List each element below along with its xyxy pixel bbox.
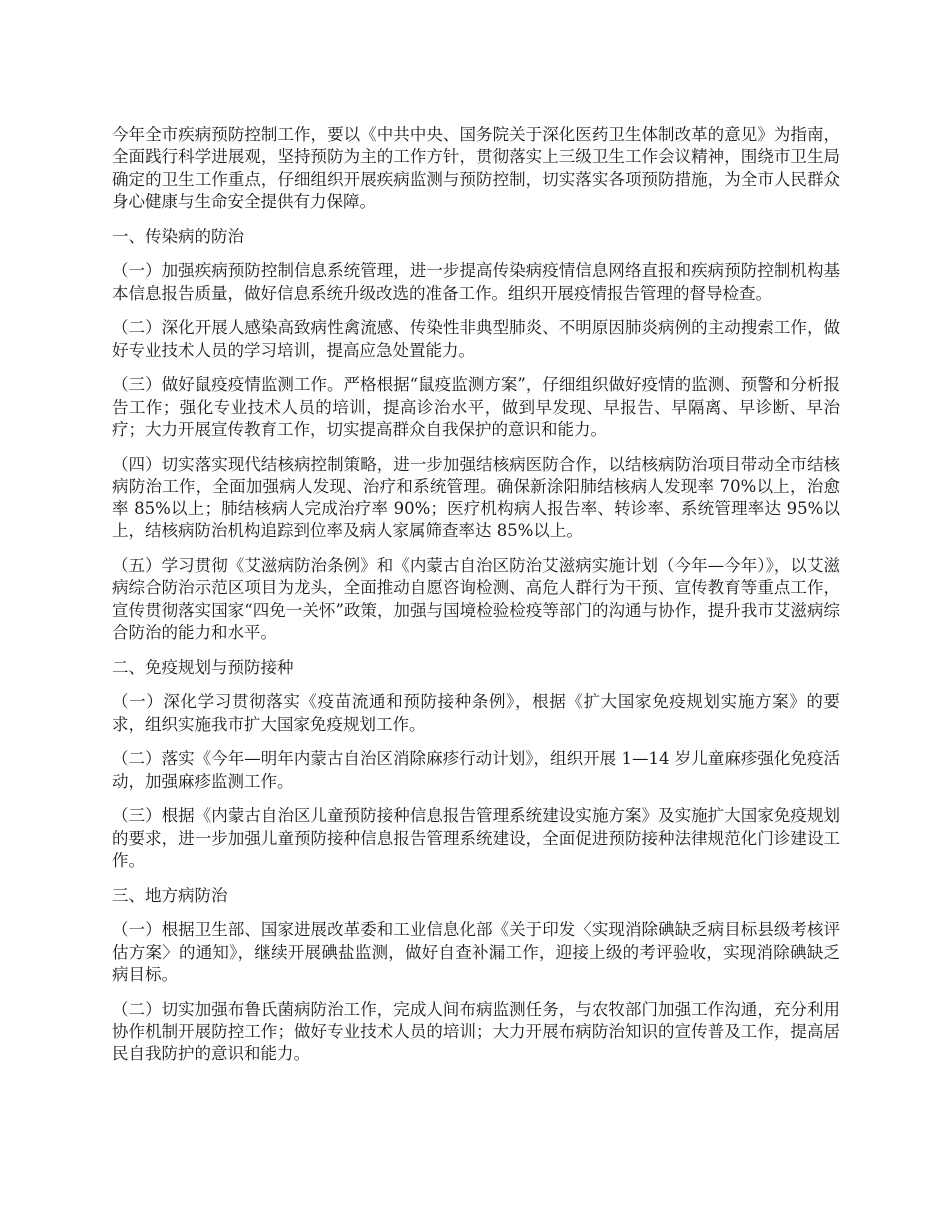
document-body	[112, 124, 840, 1078]
section-heading-infectious-disease: 一、传染病的防治	[112, 226, 244, 246]
section-heading-endemic-disease: 三、地方病防治	[112, 885, 228, 905]
paragraph-2-3: （三）根据《内蒙古自治区儿童预防接种信息报告管理系统建设实施方案》及实施扩大国家免疫规划的要求，进一步加强儿童预防接种信息报告管理系统建设，全面促进预防接种法律规范化门诊建设工作。	[112, 806, 840, 870]
section-heading-immunization: 二、免疫规划与预防接种	[112, 657, 294, 677]
paragraph-1-4: （四）切实落实现代结核病控制策略，进一步加强结核病医防合作，以结核病防治项目带动全市结核病防治工作，全面加强病人发现、治疗和系统管理。确保新涂阳肺结核病人发现率 70%以上，治愈率 85%以上；肺结核病人完成治疗率 90%；医疗机构病人报告率、转诊率、系统管理率达 95%以上，结核病防治机构追踪到位率及病人家属筛查率达 85%以上。	[112, 454, 840, 541]
paragraph-1-5: （五）学习贯彻《艾滋病防治条例》和《内蒙古自治区防治艾滋病实施计划（今年—今年）》，以艾滋病综合防治示范区项目为龙头，全面推动自愿咨询检测、高危人群行为干预、宣传教育等重点工作，宣传贯彻落实国家“四免一关怀”政策，加强与国境检验检疫等部门的沟通与协作，提升我市艾滋病综合防治的能力和水平。	[112, 556, 840, 642]
paragraph-3-1: （一）根据卫生部、国家进展改革委和工业信息化部《关于印发〈实现消除碘缺乏病目标县级考核评估方案〉的通知》，继续开展碘盐监测，做好自查补漏工作，迎接上级的考评验收，实现消除碘缺乏病目标。	[112, 920, 840, 984]
paragraph-2-1: （一）深化学习贯彻落实《疫苗流通和预防接种条例》，根据《扩大国家免疫规划实施方案》的要求，组织实施我市扩大国家免疫规划工作。	[112, 692, 840, 734]
paragraph-2-2: （二）落实《今年—明年内蒙古自治区消除麻疹行动计划》，组织开展 1—14 岁儿童麻疹强化免疫活动，加强麻疹监测工作。	[112, 749, 840, 791]
paragraph-1-1: （一）加强疾病预防控制信息系统管理，进一步提高传染病疫情信息网络直报和疾病预防控制机构基本信息报告质量，做好信息系统升级改选的准备工作。组织开展疫情报告管理的督导检查。	[112, 261, 840, 303]
intro-paragraph: 今年全市疾病预防控制工作，要以《中共中央、国务院关于深化医药卫生体制改革的意见》为指南，全面践行科学进展观，坚持预防为主的工作方针，贯彻落实上三级卫生工作会议精神，围绕市卫生局确定的卫生工作重点，仔细组织开展疾病监测与预防控制，切实落实各项预防措施，为全市人民群众身心健康与生命安全提供有力保障。	[112, 125, 840, 211]
paragraph-3-2: （二）切实加强布鲁氏菌病防治工作，完成人间布病监测任务，与农牧部门加强工作沟通，充分利用协作机制开展防控工作；做好专业技术人员的培训；大力开展布病防治知识的宣传普及工作，提高居民自我防护的意识和能力。	[112, 999, 840, 1064]
paragraph-1-3: （三）做好鼠疫疫情监测工作。严格根据“鼠疫监测方案”，仔细组织做好疫情的监测、预警和分析报告工作；强化专业技术人员的培训，提高诊治水平，做到早发现、早报告、早隔离、早诊断、早治疗；大力开展宣传教育工作，切实提高群众自我保护的意识和能力。	[112, 375, 840, 439]
paragraph-1-2: （二）深化开展人感染高致病性禽流感、传染性非典型肺炎、不明原因肺炎病例的主动搜索工作，做好专业技术人员的学习培训，提高应急处置能力。	[112, 318, 840, 360]
